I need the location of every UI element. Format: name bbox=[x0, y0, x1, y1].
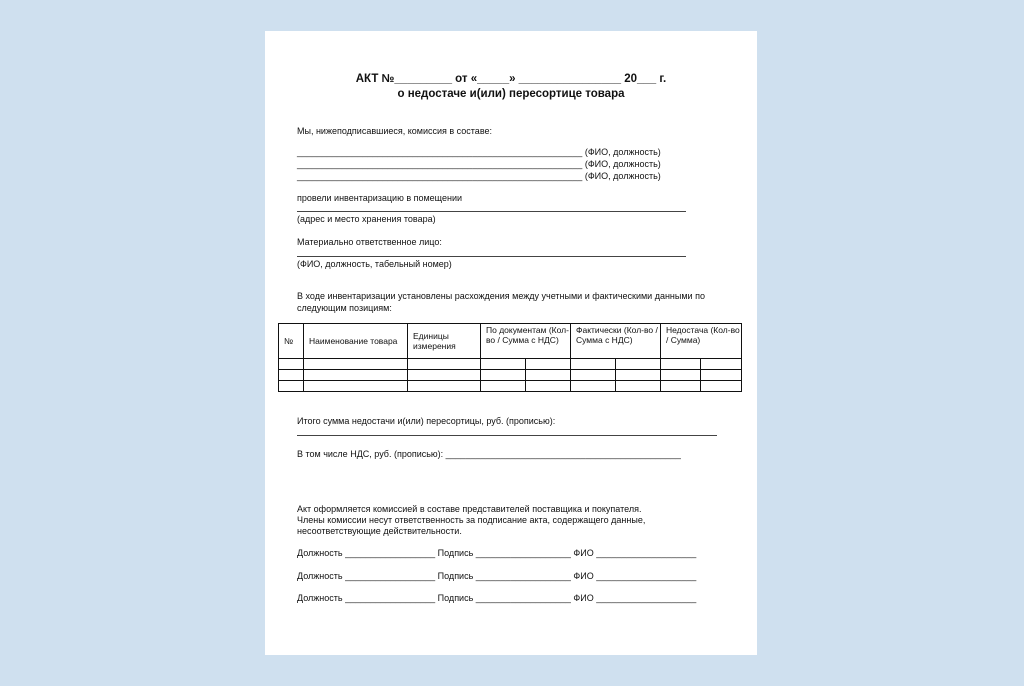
table-cell[interactable] bbox=[701, 359, 742, 370]
header-num: № bbox=[279, 324, 304, 359]
commission-member-row bbox=[297, 171, 661, 181]
total-text: Итого сумма недостачи и(или) пересортицы, руб. (прописью): bbox=[297, 416, 556, 426]
document-page bbox=[265, 31, 757, 655]
discrepancy-table bbox=[278, 323, 742, 392]
table-row bbox=[279, 370, 742, 381]
signature-row: Должность __________________ Подпись ___________________ ФИО ____________________ bbox=[297, 571, 697, 581]
table-cell[interactable] bbox=[616, 381, 661, 392]
member-hint: (ФИО, должность) bbox=[584, 147, 661, 157]
act-subtitle: о недостаче и(или) пересортице товара bbox=[397, 88, 625, 100]
table-cell[interactable] bbox=[279, 381, 304, 392]
discrepancy-text-2: следующим позициям: bbox=[297, 303, 392, 313]
commission-member-row bbox=[297, 159, 661, 169]
header-by-docs: По документам (Кол-во / Сумма с НДС) bbox=[481, 324, 571, 359]
table-cell[interactable] bbox=[701, 381, 742, 392]
table-header-row bbox=[279, 324, 742, 359]
table-cell[interactable] bbox=[661, 370, 701, 381]
table-cell[interactable] bbox=[526, 359, 571, 370]
table-row bbox=[279, 359, 742, 370]
table-cell[interactable] bbox=[304, 370, 408, 381]
table-cell[interactable] bbox=[526, 381, 571, 392]
table-cell[interactable] bbox=[408, 381, 481, 392]
responsible-person-line bbox=[297, 256, 686, 257]
table-cell[interactable] bbox=[571, 381, 616, 392]
inventory-text: провели инвентаризацию в помещении bbox=[297, 193, 463, 203]
header-name: Наименование товара bbox=[304, 324, 408, 359]
vat-text: В том числе НДС, руб. (прописью): _______________________________________________ bbox=[297, 449, 681, 459]
act-title: АКТ №_________ от «_____» ________________ 20___ г. bbox=[355, 73, 667, 85]
responsible-text: Материально ответственное лицо: bbox=[297, 237, 442, 247]
member-blank: _________________________________________________________ bbox=[297, 171, 583, 181]
table-cell[interactable] bbox=[661, 381, 701, 392]
member-blank: _________________________________________________________ bbox=[297, 147, 583, 157]
table-cell[interactable] bbox=[481, 370, 526, 381]
note-text-2: Члены комиссии несут ответственность за подписание акта, содержащего данные, bbox=[297, 515, 646, 525]
table-cell[interactable] bbox=[279, 370, 304, 381]
member-hint: (ФИО, должность) bbox=[584, 171, 661, 181]
table-cell[interactable] bbox=[408, 359, 481, 370]
header-units: Единицы измерения bbox=[408, 324, 481, 359]
header-shortage: Недостача (Кол-во / Сумма) bbox=[661, 324, 742, 359]
table-cell[interactable] bbox=[701, 370, 742, 381]
table-cell[interactable] bbox=[481, 381, 526, 392]
table-cell[interactable] bbox=[616, 370, 661, 381]
table-cell[interactable] bbox=[571, 370, 616, 381]
table-cell[interactable] bbox=[279, 359, 304, 370]
table-cell[interactable] bbox=[304, 381, 408, 392]
inventory-address-line bbox=[297, 211, 686, 212]
note-text-3: несоответствующие действительности. bbox=[297, 526, 462, 536]
table-cell[interactable] bbox=[571, 359, 616, 370]
inventory-hint: (адрес и место хранения товара) bbox=[297, 214, 436, 224]
table-row bbox=[279, 381, 742, 392]
table-cell[interactable] bbox=[408, 370, 481, 381]
table-cell[interactable] bbox=[481, 359, 526, 370]
table-cell[interactable] bbox=[661, 359, 701, 370]
signature-row: Должность __________________ Подпись ___________________ ФИО ____________________ bbox=[297, 593, 697, 603]
note-text-1: Акт оформляется комиссией в составе представителей поставщика и покупателя. bbox=[297, 504, 642, 514]
total-amount-line bbox=[297, 435, 717, 436]
commission-member-row bbox=[297, 147, 661, 157]
table-cell[interactable] bbox=[526, 370, 571, 381]
member-blank: _________________________________________________________ bbox=[297, 159, 583, 169]
signature-row: Должность __________________ Подпись ___________________ ФИО ____________________ bbox=[297, 548, 697, 558]
discrepancy-text-1: В ходе инвентаризации установлены расхождения между учетными и фактическими данными по bbox=[297, 291, 705, 301]
table-cell[interactable] bbox=[616, 359, 661, 370]
responsible-hint: (ФИО, должность, табельный номер) bbox=[297, 259, 452, 269]
commission-intro: Мы, нижеподписавшиеся, комиссия в составе: bbox=[297, 126, 492, 136]
table-cell[interactable] bbox=[304, 359, 408, 370]
header-actual: Фактически (Кол-во / Сумма с НДС) bbox=[571, 324, 661, 359]
member-hint: (ФИО, должность) bbox=[584, 159, 661, 169]
